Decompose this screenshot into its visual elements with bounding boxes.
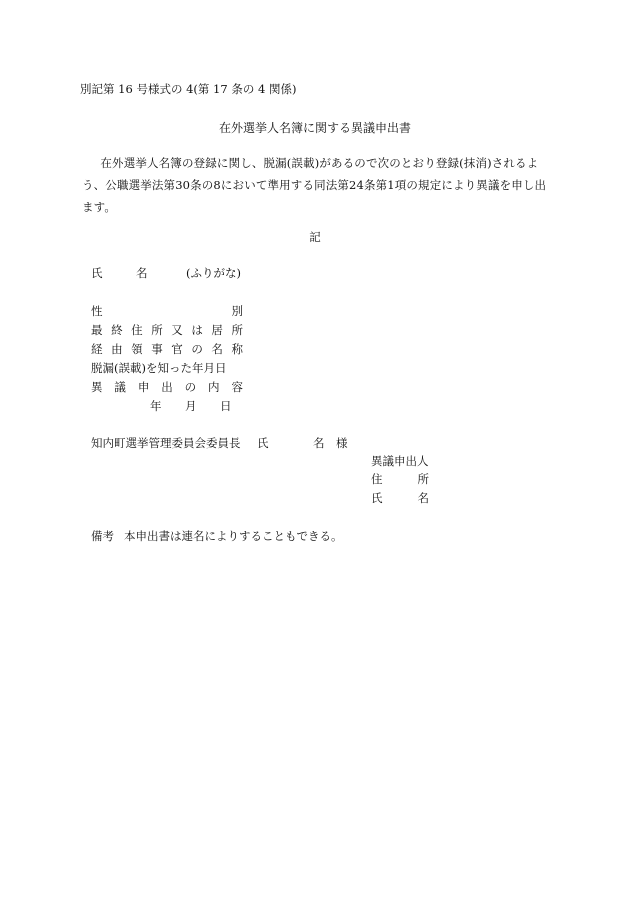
objection-char: 出 [161, 380, 173, 394]
gender-field [91, 306, 243, 318]
addressee-committee: 知内町選挙管理委員会委員長 [91, 436, 241, 450]
applicant-address-char-1: 住 [371, 472, 383, 486]
gender-char-2: 別 [231, 304, 243, 318]
consulate-char: 官 [171, 342, 183, 356]
objection-char: の [184, 380, 197, 394]
address-char: 居 [211, 323, 223, 337]
addressee-shi: 氏 [257, 436, 269, 450]
consulate-char: 事 [151, 342, 163, 356]
name-label-mei: 名 [136, 266, 148, 280]
address-char: 又 [171, 323, 183, 337]
body-paragraph: 在外選挙人名簿の登録に関し、脱漏(誤載)があるので次のとおり登録(抹消)されるよう、公職選挙法第30条の8において準用する同法第24条第1項の規定により異議を申し出ます。 [82, 156, 547, 214]
address-char: 住 [131, 323, 143, 337]
applicant-name [371, 493, 429, 505]
ki-heading: 記 [309, 230, 321, 244]
document-title: 在外選挙人名簿に関する異議申出書 [218, 121, 411, 135]
applicant-address [371, 474, 429, 486]
address-char: 所 [151, 323, 163, 337]
applicant-title: 異議申出人 [371, 454, 429, 468]
applicant-address-char-2: 所 [417, 472, 429, 486]
name-label [91, 268, 103, 280]
remarks-label: 備考 [91, 529, 114, 543]
applicant-name-char-1: 氏 [371, 491, 383, 505]
consulate-char: の [191, 342, 203, 356]
name-label-shi: 氏 [91, 266, 103, 280]
objection-char: 異 [91, 380, 103, 394]
gender-char-1: 性 [91, 304, 103, 318]
objection-char: 内 [208, 380, 220, 394]
address-char: 最 [91, 323, 103, 337]
address-char: は [191, 323, 203, 337]
consulate-char: 由 [111, 342, 123, 356]
objection-char: 容 [231, 380, 243, 394]
objection-char: 議 [114, 380, 126, 394]
known-date-field: 脱漏(誤載)を知った年月日 [91, 361, 227, 375]
date-year: 年 [150, 399, 162, 413]
addressee-sama: 様 [336, 436, 348, 450]
consulate-char: 経 [91, 342, 103, 356]
remarks-text: 本申出書は連名によりすることもできる。 [124, 529, 343, 543]
addressee-mei: 名 [313, 436, 325, 450]
address-field [91, 325, 243, 337]
form-reference: 別記第 16 号様式の 4(第 17 条の 4 関係) [80, 82, 297, 96]
date-month: 月 [185, 399, 197, 413]
consulate-char: 称 [231, 342, 243, 356]
address-char: 終 [111, 323, 123, 337]
date-day: 日 [220, 399, 232, 413]
consulate-char: 名 [211, 342, 223, 356]
address-char: 所 [231, 323, 243, 337]
objection-field [91, 382, 243, 394]
objection-char: 申 [137, 380, 150, 394]
consulate-char: 領 [131, 342, 143, 356]
applicant-name-char-2: 名 [417, 491, 429, 505]
consulate-field [91, 344, 243, 356]
name-furigana: (ふりがな) [186, 266, 241, 280]
